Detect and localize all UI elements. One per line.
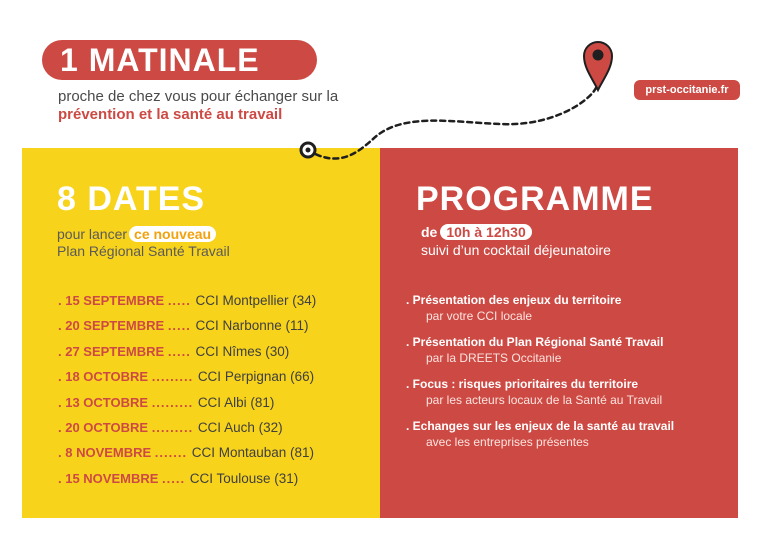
map-pin-icon [584, 42, 612, 90]
date-leader-dots: ..... [162, 470, 190, 486]
programme-item [406, 292, 674, 324]
date-row [58, 468, 316, 493]
date-leader-dots: ..... [167, 343, 196, 359]
subtitle-highlight: prévention et la santé au travail [58, 106, 283, 123]
date-location: CCI Montpellier (34) [195, 293, 317, 308]
page-title: 1 MATINALE [42, 40, 317, 80]
date-label: . 15 SEPTEMBRE [58, 293, 168, 308]
date-row [58, 290, 316, 315]
programme-item-title: . Présentation des enjeux du territoire [406, 293, 622, 307]
programme-item-subtitle: par les acteurs locaux de la Santé au Travail [426, 393, 663, 407]
date-location: CCI Nîmes (30) [195, 343, 290, 359]
date-label: . 18 OCTOBRE [58, 369, 152, 385]
date-row [58, 392, 316, 417]
target-dot-icon [301, 143, 315, 157]
date-row [58, 315, 316, 340]
dates-intro-line1 [57, 226, 216, 242]
date-row [58, 341, 316, 366]
programme-time-prefix: de [421, 224, 438, 240]
dates-intro-prefix: pour lancer [57, 226, 128, 242]
dates-list [58, 290, 316, 493]
date-leader-dots: ..... [167, 318, 196, 334]
date-row [58, 417, 316, 442]
date-leader-dots: ..... [167, 293, 196, 308]
date-label: . 8 NOVEMBRE [58, 445, 155, 461]
date-row [58, 366, 316, 391]
date-location: CCI Narbonne (11) [195, 318, 309, 334]
date-label: . 20 OCTOBRE [58, 419, 152, 435]
date-label: . 27 SEPTEMBRE [58, 343, 168, 359]
programme-item-subtitle: par votre CCI locale [426, 309, 533, 323]
date-location: CCI Montauban (81) [191, 445, 315, 461]
programme-item-subtitle: avec les entreprises présentes [426, 435, 589, 449]
programme-time [421, 224, 532, 240]
programme-heading: PROGRAMME [416, 180, 654, 218]
programme-time-note: suivi d’un cocktail déjeunatoire [421, 242, 611, 258]
programme-item-subtitle: par la DREETS Occitanie [426, 351, 562, 365]
programme-item-title: . Focus : risques prioritaires du territoire [406, 377, 639, 391]
date-location: CCI Perpignan (66) [197, 369, 315, 385]
date-leader-dots: ......... [151, 394, 198, 410]
programme-item [406, 418, 674, 450]
programme-item [406, 334, 674, 366]
date-row [58, 442, 316, 467]
programme-item [406, 376, 674, 408]
programme-item-title: . Echanges sur les enjeux de la santé au travail [406, 419, 675, 433]
programme-list [406, 292, 674, 460]
date-label: . 15 NOVEMBRE [58, 470, 163, 486]
date-label: . 13 OCTOBRE [58, 394, 152, 410]
dates-intro-line2: Plan Régional Santé Travail [57, 243, 230, 259]
date-location: CCI Auch (32) [197, 419, 283, 435]
programme-time-badge: 10h à 12h30 [440, 224, 531, 240]
date-leader-dots: ......... [151, 419, 198, 435]
dates-heading: 8 DATES [57, 180, 206, 218]
date-location: CCI Toulouse (31) [189, 470, 299, 486]
date-leader-dots: ....... [154, 445, 192, 461]
date-leader-dots: ......... [151, 369, 198, 385]
programme-item-title: . Présentation du Plan Régional Santé Travail [406, 335, 664, 349]
website-link[interactable]: prst-occitanie.fr [634, 80, 740, 100]
dates-intro-tag: ce nouveau [129, 226, 216, 242]
date-label: . 20 SEPTEMBRE [58, 318, 168, 334]
subtitle: proche de chez vous pour échanger sur la [58, 88, 339, 105]
date-location: CCI Albi (81) [197, 394, 275, 410]
